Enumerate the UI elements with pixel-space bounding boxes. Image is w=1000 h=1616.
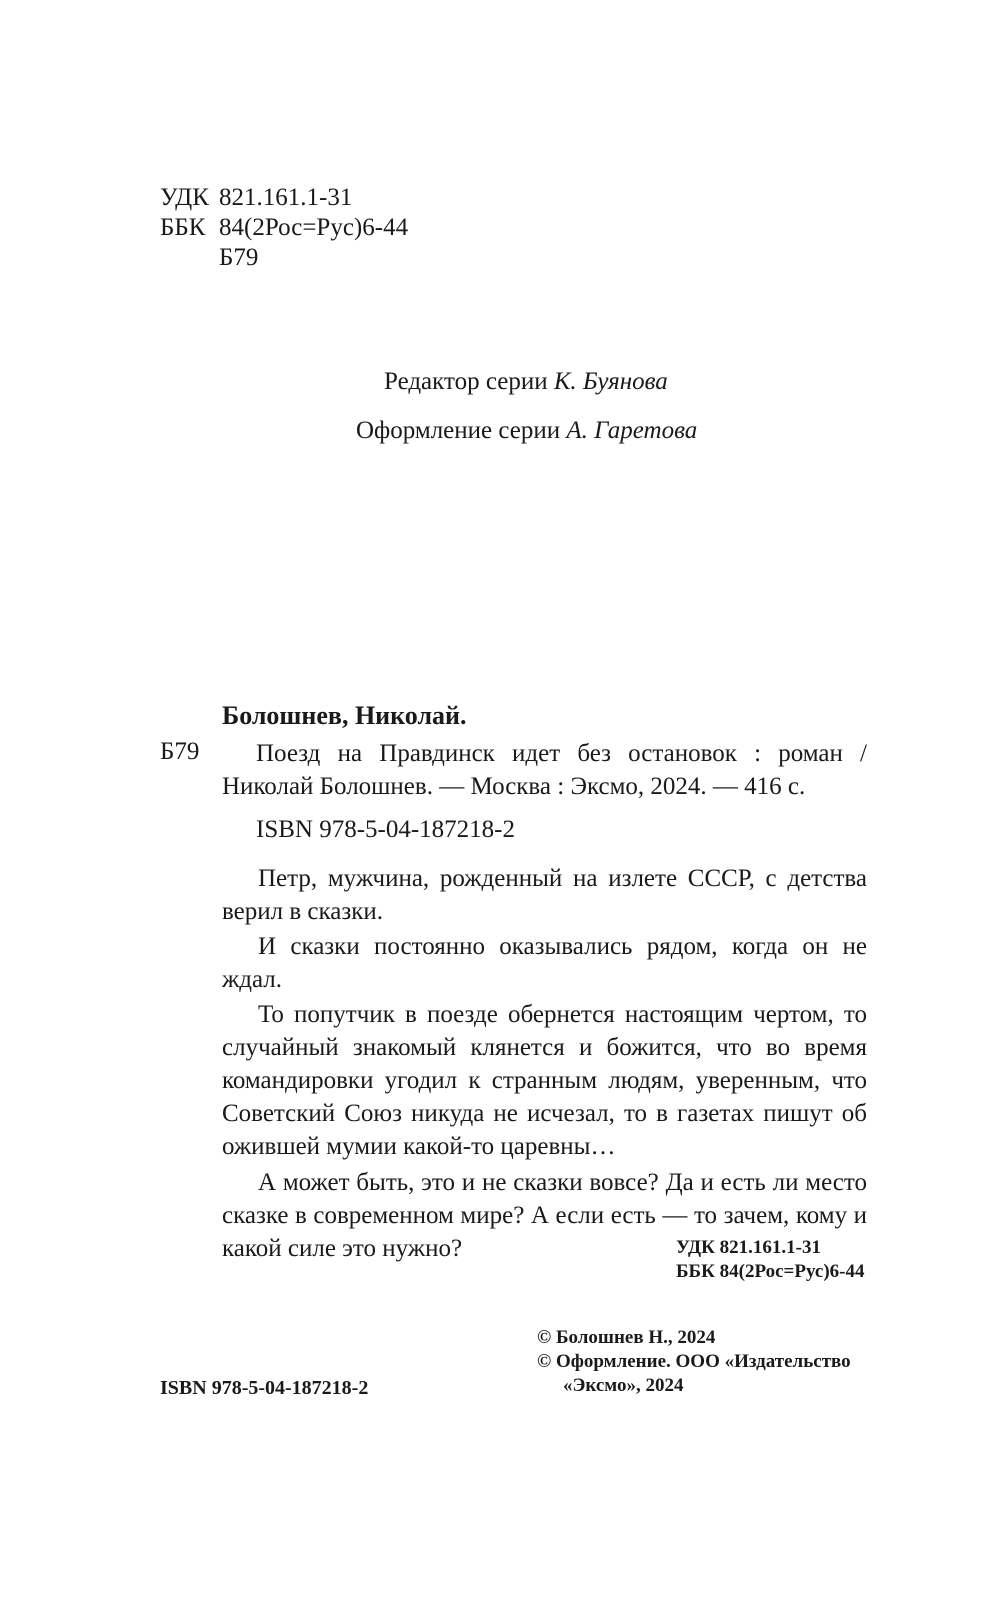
title-line-2: Николай Болошнев. — Москва : Эксмо, 2024. — 416 с. — [222, 773, 806, 800]
copyright-author: © Болошнев Н., 2024 — [537, 1327, 716, 1348]
author-heading: Болошнев, Николай. — [222, 701, 467, 730]
title-line-1: Поезд на Правдинск идет без остановок : роман / — [256, 740, 867, 767]
card-bbk: ББК 84(2Рос=Рус)6-44 — [676, 1261, 865, 1282]
bbk-label: ББК — [160, 214, 206, 241]
series-design-name: А. Гаретова — [566, 417, 698, 444]
bbk-value: 84(2Рос=Рус)6-44 — [219, 214, 409, 241]
copyright-block — [537, 1326, 851, 1398]
annotation-paragraph-1: Петр, мужчина, рожденный на излете СССР, с детства верил в сказки. — [222, 865, 867, 925]
series-design-prefix: Оформление серии — [356, 417, 561, 444]
annotation-paragraph-4: А может быть, это и не сказки вовсе? Да и есть ли место сказке в современном мире? А если есть — то зачем, кому и какой силе это нужно? — [222, 1169, 867, 1262]
footer-isbn: ISBN 978-5-04-187218-2 — [160, 1377, 369, 1399]
series-editor-name: К. Буянова — [553, 368, 668, 395]
udk-value: 821.161.1-31 — [219, 184, 353, 211]
author-mark: Б79 — [219, 244, 259, 271]
card-classification — [676, 1236, 864, 1284]
card-udk: УДК 821.161.1-31 — [676, 1237, 821, 1258]
card-isbn: ISBN 978-5-04-187218-2 — [256, 816, 516, 843]
series-editor-prefix: Редактор серии — [384, 368, 548, 395]
bibliographic-description — [222, 737, 867, 803]
udk-label: УДК — [160, 184, 209, 211]
card-author-mark: Б79 — [160, 738, 200, 765]
series-editor-credit — [384, 367, 668, 397]
copyright-design-line-2: «Эксмо», 2024 — [563, 1375, 684, 1396]
series-design-credit — [356, 416, 697, 446]
annotation-paragraph-2: И сказки постоянно оказывались рядом, когда он не ждал. — [222, 933, 867, 993]
copyright-design-line-1: © Оформление. ООО «Издательство — [537, 1351, 851, 1372]
annotation-paragraph-3: То попутчик в поезде обернется настоящим чертом, то случайный знакомый клянется и божится, что во время командировки угодил к странным людям, уверенным, что Советский Союз никуда не исчезал, то в газетах пишут об ожившей мумии какой-то царевны… — [222, 1001, 867, 1160]
